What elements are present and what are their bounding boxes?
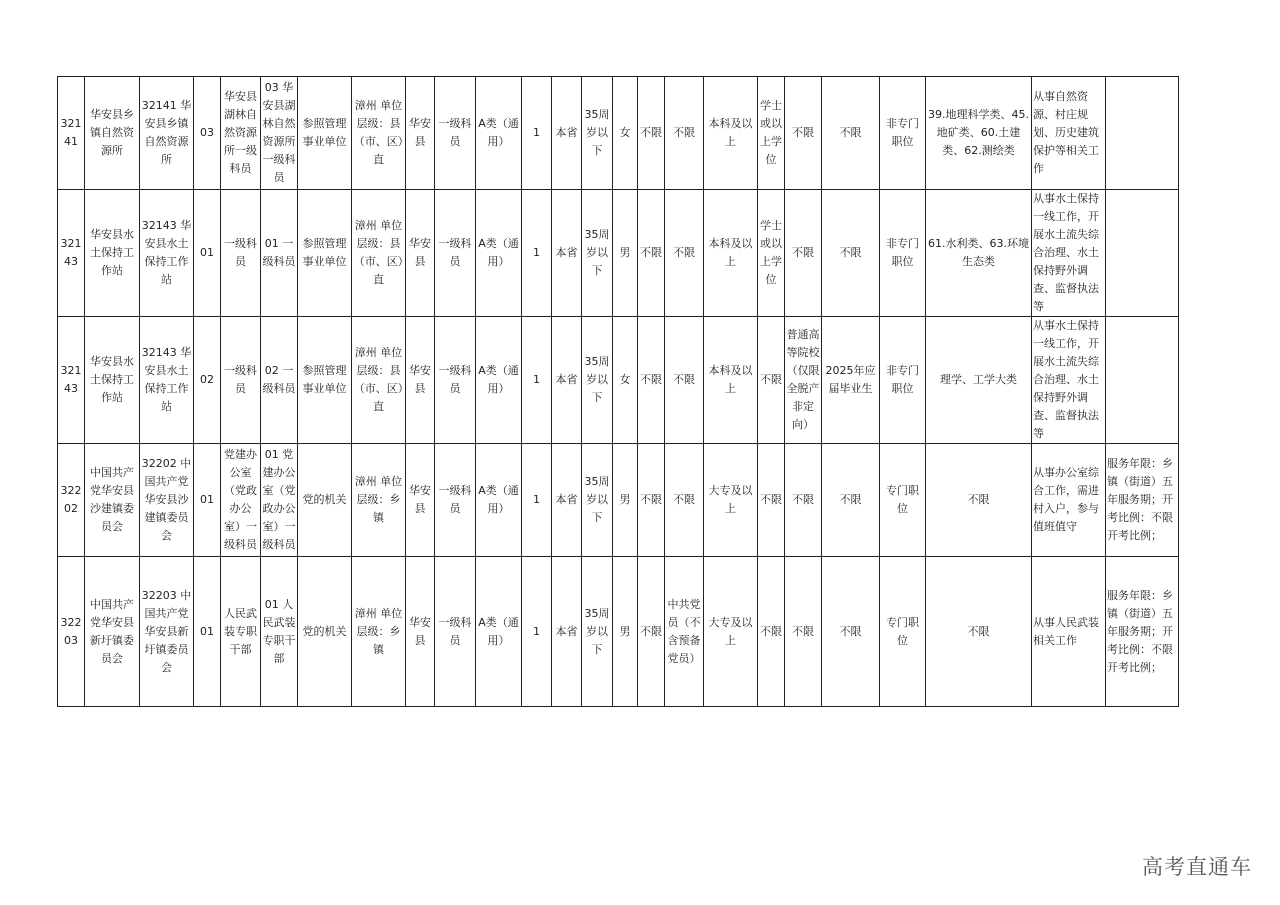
table-cell: 39.地理科学类、45.地矿类、60.土建类、62.测绘类	[926, 77, 1032, 190]
table-cell: 35周岁以下	[582, 557, 613, 707]
table-cell: 35周岁以下	[582, 77, 613, 190]
table-cell: 人民武装专职干部	[221, 557, 261, 707]
table-cell: 从事人民武装相关工作	[1032, 557, 1106, 707]
table-cell: 华安县	[406, 444, 435, 557]
table-cell: 从事水土保持一线工作，开展水土流失综合治理、水土保持野外调查、监督执法等	[1032, 317, 1106, 444]
table-cell: 不限	[926, 557, 1032, 707]
table-cell: A类（通用）	[476, 557, 522, 707]
table-cell: A类（通用）	[476, 77, 522, 190]
table-cell: 本省	[552, 444, 582, 557]
table-cell: 01	[194, 444, 221, 557]
table-cell: 华安县乡镇自然资源所	[85, 77, 140, 190]
table-cell: 漳州 单位层级：乡镇	[352, 444, 406, 557]
table-cell: 01 人民武装专职干部	[261, 557, 298, 707]
table-cell: 华安县	[406, 317, 435, 444]
table-cell: A类（通用）	[476, 444, 522, 557]
table-cell: 普通高等院校（仅限全脱产非定向）	[785, 317, 822, 444]
table-cell: 参照管理事业单位	[298, 77, 352, 190]
table-cell: A类（通用）	[476, 190, 522, 317]
table-cell: 漳州 单位层级：县（市、区）直	[352, 190, 406, 317]
table-cell: 从事自然资源、村庄规划、历史建筑保护等相关工作	[1032, 77, 1106, 190]
table-cell: 不限	[822, 444, 880, 557]
table-cell: 本科及以上	[704, 317, 758, 444]
table-cell: 本省	[552, 557, 582, 707]
table-cell: 本科及以上	[704, 190, 758, 317]
table-row	[58, 557, 1179, 707]
table-cell: 02 一级科员	[261, 317, 298, 444]
table-cell: 32141	[58, 77, 85, 190]
table-cell: 服务年限：乡镇（街道）五年服务期；开考比例：不限开考比例；	[1106, 444, 1179, 557]
table-cell: 不限	[665, 317, 704, 444]
table-cell: 华安县	[406, 190, 435, 317]
table-cell: 32143	[58, 317, 85, 444]
table-cell: 不限	[665, 77, 704, 190]
table-cell: 一级科员	[435, 317, 476, 444]
table-cell	[1106, 190, 1179, 317]
table-cell: 非专门职位	[880, 317, 926, 444]
table-cell: 华安县	[406, 77, 435, 190]
table-cell: 一级科员	[435, 190, 476, 317]
table-cell	[1106, 77, 1179, 190]
table-cell: 1	[522, 317, 552, 444]
table-cell: 女	[613, 317, 638, 444]
table-cell: 大专及以上	[704, 557, 758, 707]
table-cell: 32143 华安县水土保持工作站	[140, 317, 194, 444]
table-row	[58, 77, 1179, 190]
table-cell: 不限	[785, 77, 822, 190]
table-cell: 01 党建办公室（党政办公室）一级科员	[261, 444, 298, 557]
table-cell: 不限	[638, 77, 665, 190]
table-cell: 2025年应届毕业生	[822, 317, 880, 444]
table-cell: 不限	[638, 190, 665, 317]
table-cell: 男	[613, 444, 638, 557]
table-cell: 专门职位	[880, 557, 926, 707]
table-cell: 不限	[822, 190, 880, 317]
table-cell: 理学、工学大类	[926, 317, 1032, 444]
table-cell: 32202	[58, 444, 85, 557]
watermark-text: 高考直通车	[1142, 855, 1252, 879]
table-cell	[1106, 317, 1179, 444]
table-cell: 不限	[785, 190, 822, 317]
table-cell: 不限	[785, 444, 822, 557]
table-cell: 本科及以上	[704, 77, 758, 190]
table-cell: 35周岁以下	[582, 444, 613, 557]
table-cell: 1	[522, 77, 552, 190]
table-cell: 非专门职位	[880, 190, 926, 317]
table-cell: 专门职位	[880, 444, 926, 557]
table-cell: 非专门职位	[880, 77, 926, 190]
table-cell: 大专及以上	[704, 444, 758, 557]
table-cell: 参照管理事业单位	[298, 317, 352, 444]
table-row	[58, 444, 1179, 557]
table-cell: 本省	[552, 190, 582, 317]
table-row	[58, 190, 1179, 317]
table-cell: 32203	[58, 557, 85, 707]
table-cell: 一级科员	[435, 557, 476, 707]
table-cell: 本省	[552, 77, 582, 190]
table-cell: 漳州 单位层级：县（市、区）直	[352, 77, 406, 190]
table-cell: 男	[613, 557, 638, 707]
table-cell: 02	[194, 317, 221, 444]
table-cell: 华安县湖林自然资源所一级科员	[221, 77, 261, 190]
table-cell: 1	[522, 444, 552, 557]
table-cell: 党的机关	[298, 557, 352, 707]
table-cell: 35周岁以下	[582, 190, 613, 317]
table-cell: 从事水土保持一线工作，开展水土流失综合治理、水土保持野外调查、监督执法等	[1032, 190, 1106, 317]
table-cell: 01 一级科员	[261, 190, 298, 317]
table-cell: 一级科员	[221, 317, 261, 444]
table-cell: 本省	[552, 317, 582, 444]
table-cell: 参照管理事业单位	[298, 190, 352, 317]
table-cell: 不限	[785, 557, 822, 707]
table-cell: 不限	[665, 190, 704, 317]
table-cell: 服务年限：乡镇（街道）五年服务期；开考比例：不限开考比例；	[1106, 557, 1179, 707]
table-cell: 一级科员	[435, 77, 476, 190]
table-cell: 不限	[758, 557, 785, 707]
table-cell: 不限	[638, 444, 665, 557]
table-cell: 一级科员	[221, 190, 261, 317]
table-cell: 32143	[58, 190, 85, 317]
table-cell: 32143 华安县水土保持工作站	[140, 190, 194, 317]
table-cell: 32202 中国共产党华安县沙建镇委员会	[140, 444, 194, 557]
table-cell: 中国共产党华安县沙建镇委员会	[85, 444, 140, 557]
table-cell: 不限	[758, 317, 785, 444]
table-cell: 华安县水土保持工作站	[85, 190, 140, 317]
table-cell: 01	[194, 190, 221, 317]
table-cell: 学士或以上学位	[758, 77, 785, 190]
table-cell: 不限	[665, 444, 704, 557]
table-cell: 漳州 单位层级：县（市、区）直	[352, 317, 406, 444]
table-cell: 不限	[638, 557, 665, 707]
table-cell: 不限	[822, 77, 880, 190]
recruitment-table	[57, 76, 1179, 707]
table-cell: 中共党员（不含预备党员）	[665, 557, 704, 707]
table-cell: 不限	[638, 317, 665, 444]
table-cell: 华安县	[406, 557, 435, 707]
table-row	[58, 317, 1179, 444]
table-cell: 61.水利类、63.环境生态类	[926, 190, 1032, 317]
table-cell: 中国共产党华安县新圩镇委员会	[85, 557, 140, 707]
table-cell: A类（通用）	[476, 317, 522, 444]
table-cell: 不限	[822, 557, 880, 707]
table-cell: 一级科员	[435, 444, 476, 557]
table-cell: 不限	[926, 444, 1032, 557]
table-cell: 03	[194, 77, 221, 190]
table-cell: 1	[522, 557, 552, 707]
table-cell: 漳州 单位层级：乡镇	[352, 557, 406, 707]
table-cell: 32203 中国共产党华安县新圩镇委员会	[140, 557, 194, 707]
table-cell: 女	[613, 77, 638, 190]
table-cell: 1	[522, 190, 552, 317]
table-cell: 党的机关	[298, 444, 352, 557]
table-cell: 不限	[758, 444, 785, 557]
table-cell: 学士或以上学位	[758, 190, 785, 317]
table-cell: 01	[194, 557, 221, 707]
table-cell: 03 华安县湖林自然资源所一级科员	[261, 77, 298, 190]
table-cell: 32141 华安县乡镇自然资源所	[140, 77, 194, 190]
table-cell: 35周岁以下	[582, 317, 613, 444]
table-cell: 党建办公室（党政办公室）一级科员	[221, 444, 261, 557]
table-cell: 男	[613, 190, 638, 317]
table-cell: 华安县水土保持工作站	[85, 317, 140, 444]
table-cell: 从事办公室综合工作，需进村入户，参与值班值守	[1032, 444, 1106, 557]
